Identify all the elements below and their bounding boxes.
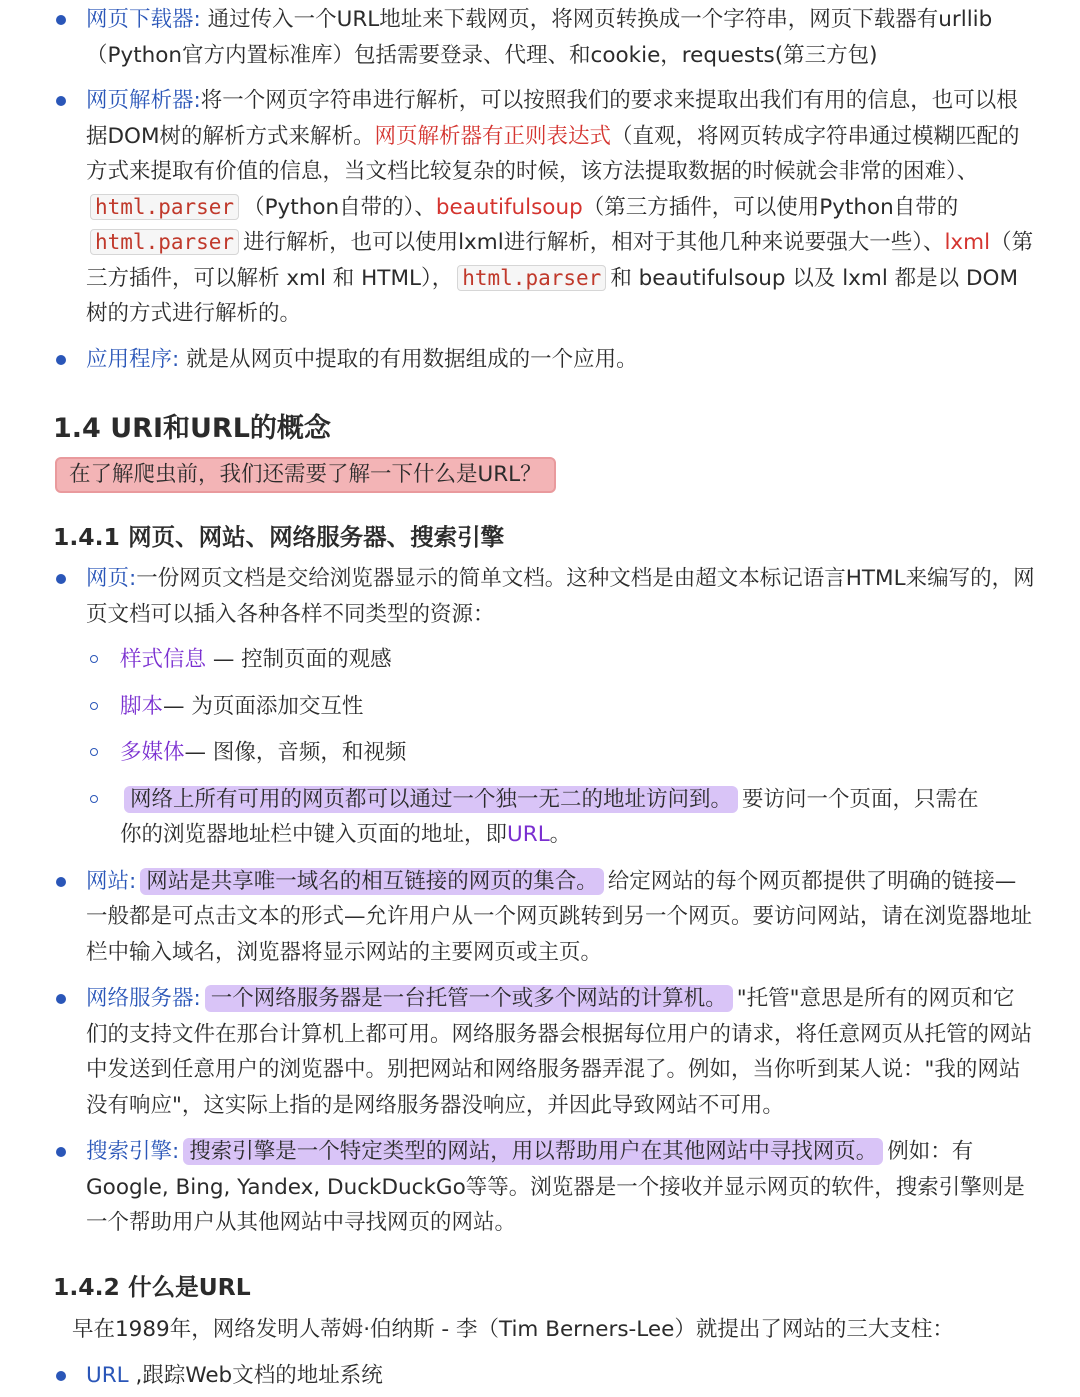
- callout-highlight: 在了解爬虫前，我们还需要了解一下什么是URL？: [55, 457, 556, 493]
- inline-code: html.parser: [90, 229, 239, 255]
- web-concepts-list: [0, 561, 1080, 1241]
- sub-text-end: 。: [549, 822, 572, 847]
- item-text: （直观，将网页转成字符串通过模糊匹配的方式来提取有价值的信息，当文档比较复杂的时候，该方法提取数据的时候就会非常的困难）、: [86, 123, 1020, 184]
- item-text: 例如：有Google, Bing, Yandex, DuckDuckGo等等。浏览器是一个接收并显示网页的软件，搜索引擎则是一个帮助用户从其他网站中寻找网页的网站。: [86, 1139, 1025, 1235]
- bullet-icon: [56, 877, 66, 887]
- intro-list: [0, 2, 1080, 377]
- section-heading-uri-url: 1.4 URI和URL的概念: [53, 413, 331, 444]
- bullet-icon: [56, 574, 66, 584]
- item-text: 就是从网页中提取的有用数据组成的一个应用。: [186, 346, 638, 372]
- term-script: 脚本: [120, 693, 164, 719]
- highlight-lxml: lxml: [944, 230, 991, 255]
- circle-bullet-icon: [90, 655, 98, 663]
- circle-bullet-icon: [90, 702, 98, 710]
- list-item: [0, 1358, 1080, 1394]
- url-history-paragraph: 早在1989年，网络发明人蒂姆·伯纳斯 - 李（Tim Berners-Lee）就提出了网站的三大支柱：: [72, 1317, 954, 1342]
- highlight-webserver: 一个网络服务器是一台托管一个或多个网站的计算机。: [205, 985, 733, 1012]
- item-text: 给定网站的每个网页都提供了明确的链接—一般都是可点击文本的形式—允许用户从一个网页跳转到另一个网页。要访问网站，请在浏览器地址栏中输入域名，浏览器将显示网站的主要网页或主页。: [86, 868, 1033, 965]
- bullet-icon: [56, 96, 66, 106]
- bullet-icon: [56, 15, 66, 25]
- sub-list-item: [0, 735, 1036, 771]
- pillars-list: [0, 1358, 1080, 1394]
- callout-row: [0, 457, 1080, 493]
- highlight-unique-address: 网络上所有可用的网页都可以通过一个独一无二的地址访问到。: [124, 786, 738, 813]
- highlight-search-engine: 搜索引擎是一个特定类型的网站，用以帮助用户在其他网站中寻找网页。: [183, 1138, 883, 1165]
- term-application: 应用程序:: [86, 346, 180, 372]
- item-text: 将一个网页字符串进行解析，可以按照我们的要求来提取出我们有用的信息，也可以根据DOM树的解析方式来解析。: [86, 88, 1018, 149]
- term-search-engine: 搜索引擎:: [86, 1139, 180, 1164]
- item-text: ,跟踪Web文档的地址系统: [128, 1363, 383, 1388]
- term-style: 样式信息: [120, 647, 207, 672]
- sub-list-item: [0, 689, 1036, 725]
- bullet-icon: [56, 1147, 66, 1157]
- term-url: URL: [86, 1363, 129, 1388]
- list-item: [0, 83, 1080, 332]
- item-text: 进行解析，也可以使用lxml进行解析，相对于其他几种来说要强大一些）、: [243, 230, 945, 255]
- highlight-beautifulsoup: beautifulsoup: [435, 194, 583, 220]
- item-text: （第三方插件，可以解析 xml 和 HTML），: [86, 230, 1034, 291]
- list-item-website: [0, 864, 1080, 971]
- url-link[interactable]: URL: [507, 822, 550, 847]
- bullet-icon: [56, 994, 66, 1004]
- subsection-heading-url: 1.4.2 什么是URL: [53, 1273, 251, 1301]
- resource-sublist: [0, 642, 1036, 853]
- term-webpage: 网页:: [86, 566, 137, 591]
- circle-bullet-icon: [90, 795, 98, 803]
- term-webserver: 网络服务器:: [86, 986, 201, 1011]
- item-text: 一份网页文档是交给浏览器显示的简单文档。这种文档是由超文本标记语言HTML来编写的，网页文档可以插入各种各样不同类型的资源：: [86, 566, 1035, 627]
- sub-list-item: [0, 642, 1036, 678]
- bullet-icon: [56, 1371, 66, 1381]
- list-item-webserver: [0, 981, 1080, 1123]
- sub-text: 要访问一个页面，只需在你的浏览器地址栏中键入页面的地址，即: [120, 786, 979, 847]
- sub-text: — 控制页面的观感: [206, 647, 392, 672]
- inline-code: html.parser: [90, 194, 239, 220]
- highlight-website: 网站是共享唯一域名的相互链接的网页的集合。: [140, 868, 604, 895]
- item-text: （第三方插件，可以使用Python自带的: [582, 194, 959, 220]
- term-downloader: 网页下载器:: [86, 7, 201, 32]
- item-text: 通过传入一个URL地址来下载网页，将网页转换成一个字符串，网页下载器有urllib（Python官方内置标准库）包括需要登录、代理、和cookie，requests(第三方包): [86, 7, 993, 68]
- subsection-heading-web: 1.4.1 网页、网站、网络服务器、搜索引擎: [53, 523, 505, 551]
- circle-bullet-icon: [90, 748, 98, 756]
- sub-text: — 图像，音频，和视频: [184, 740, 407, 765]
- item-text: 和 beautifulsoup 以及 lxml 都是以 DOM 树的方式进行解析的。: [86, 265, 1019, 326]
- highlight-regex: 网页解析器有正则表达式: [374, 123, 612, 149]
- list-item-search-engine: [0, 1134, 1080, 1241]
- inline-code: html.parser: [457, 265, 606, 291]
- item-text: "托管"意思是所有的网页和它们的支持文件在那台计算机上都可用。网络服务器会根据每位用户的请求，将任意网页从托管的网站中发送到任意用户的浏览器中。别把网站和网络服务器弄混了。例如，当你听到某人说："我的网站没有响应"，这实际上指的是网络服务器没响应，并因此导致网站不可用。: [86, 986, 1033, 1118]
- term-parser: 网页解析器:: [86, 88, 201, 113]
- item-text: （Python自带的）、: [243, 194, 436, 220]
- term-website: 网站:: [86, 868, 137, 894]
- list-item-webpage: [0, 561, 1080, 853]
- bullet-icon: [56, 355, 66, 365]
- list-item: [0, 2, 1080, 73]
- sub-list-item: [0, 782, 1036, 853]
- list-item: [0, 342, 1080, 378]
- sub-text: — 为页面添加交互性: [163, 693, 364, 719]
- term-multimedia: 多媒体: [120, 740, 185, 765]
